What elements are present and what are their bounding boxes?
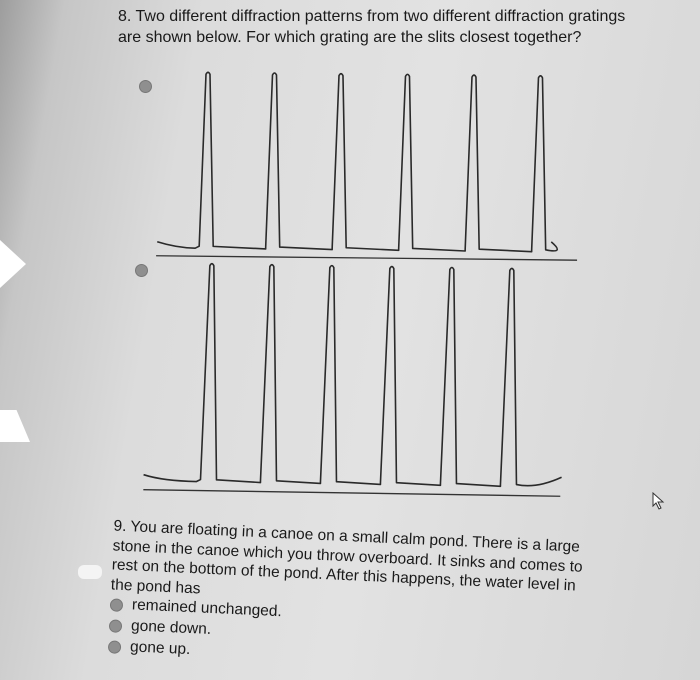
intensity-curve <box>157 72 559 252</box>
option-label: gone down. <box>130 617 212 638</box>
pattern-axis <box>156 256 577 260</box>
question-text: Two different diffraction patterns from two different diffraction gratings are shown below. For which grating are the slits closest together? <box>118 8 626 46</box>
question-9 <box>98 516 604 680</box>
pattern-a <box>156 72 579 260</box>
question-number: 9. <box>113 517 127 536</box>
cursor-arrow-icon <box>652 492 666 510</box>
pattern-axis <box>143 490 560 497</box>
pattern-b <box>143 263 565 497</box>
question-number: 8. <box>118 8 132 25</box>
option-label: gone up. <box>129 638 191 659</box>
radio-button-icon[interactable] <box>109 619 123 633</box>
radio-button-icon[interactable] <box>110 598 124 612</box>
intensity-curve <box>143 263 564 488</box>
option-label: remained unchanged. <box>131 596 283 621</box>
radio-button-icon[interactable] <box>108 640 122 654</box>
question-text: You are floating in a canoe on a small calm pond. There is a large stone in the canoe which you throw overboard. It sinks and comes to rest on the bottom of the pond. After this happens, the water level in the pond has <box>110 518 584 597</box>
